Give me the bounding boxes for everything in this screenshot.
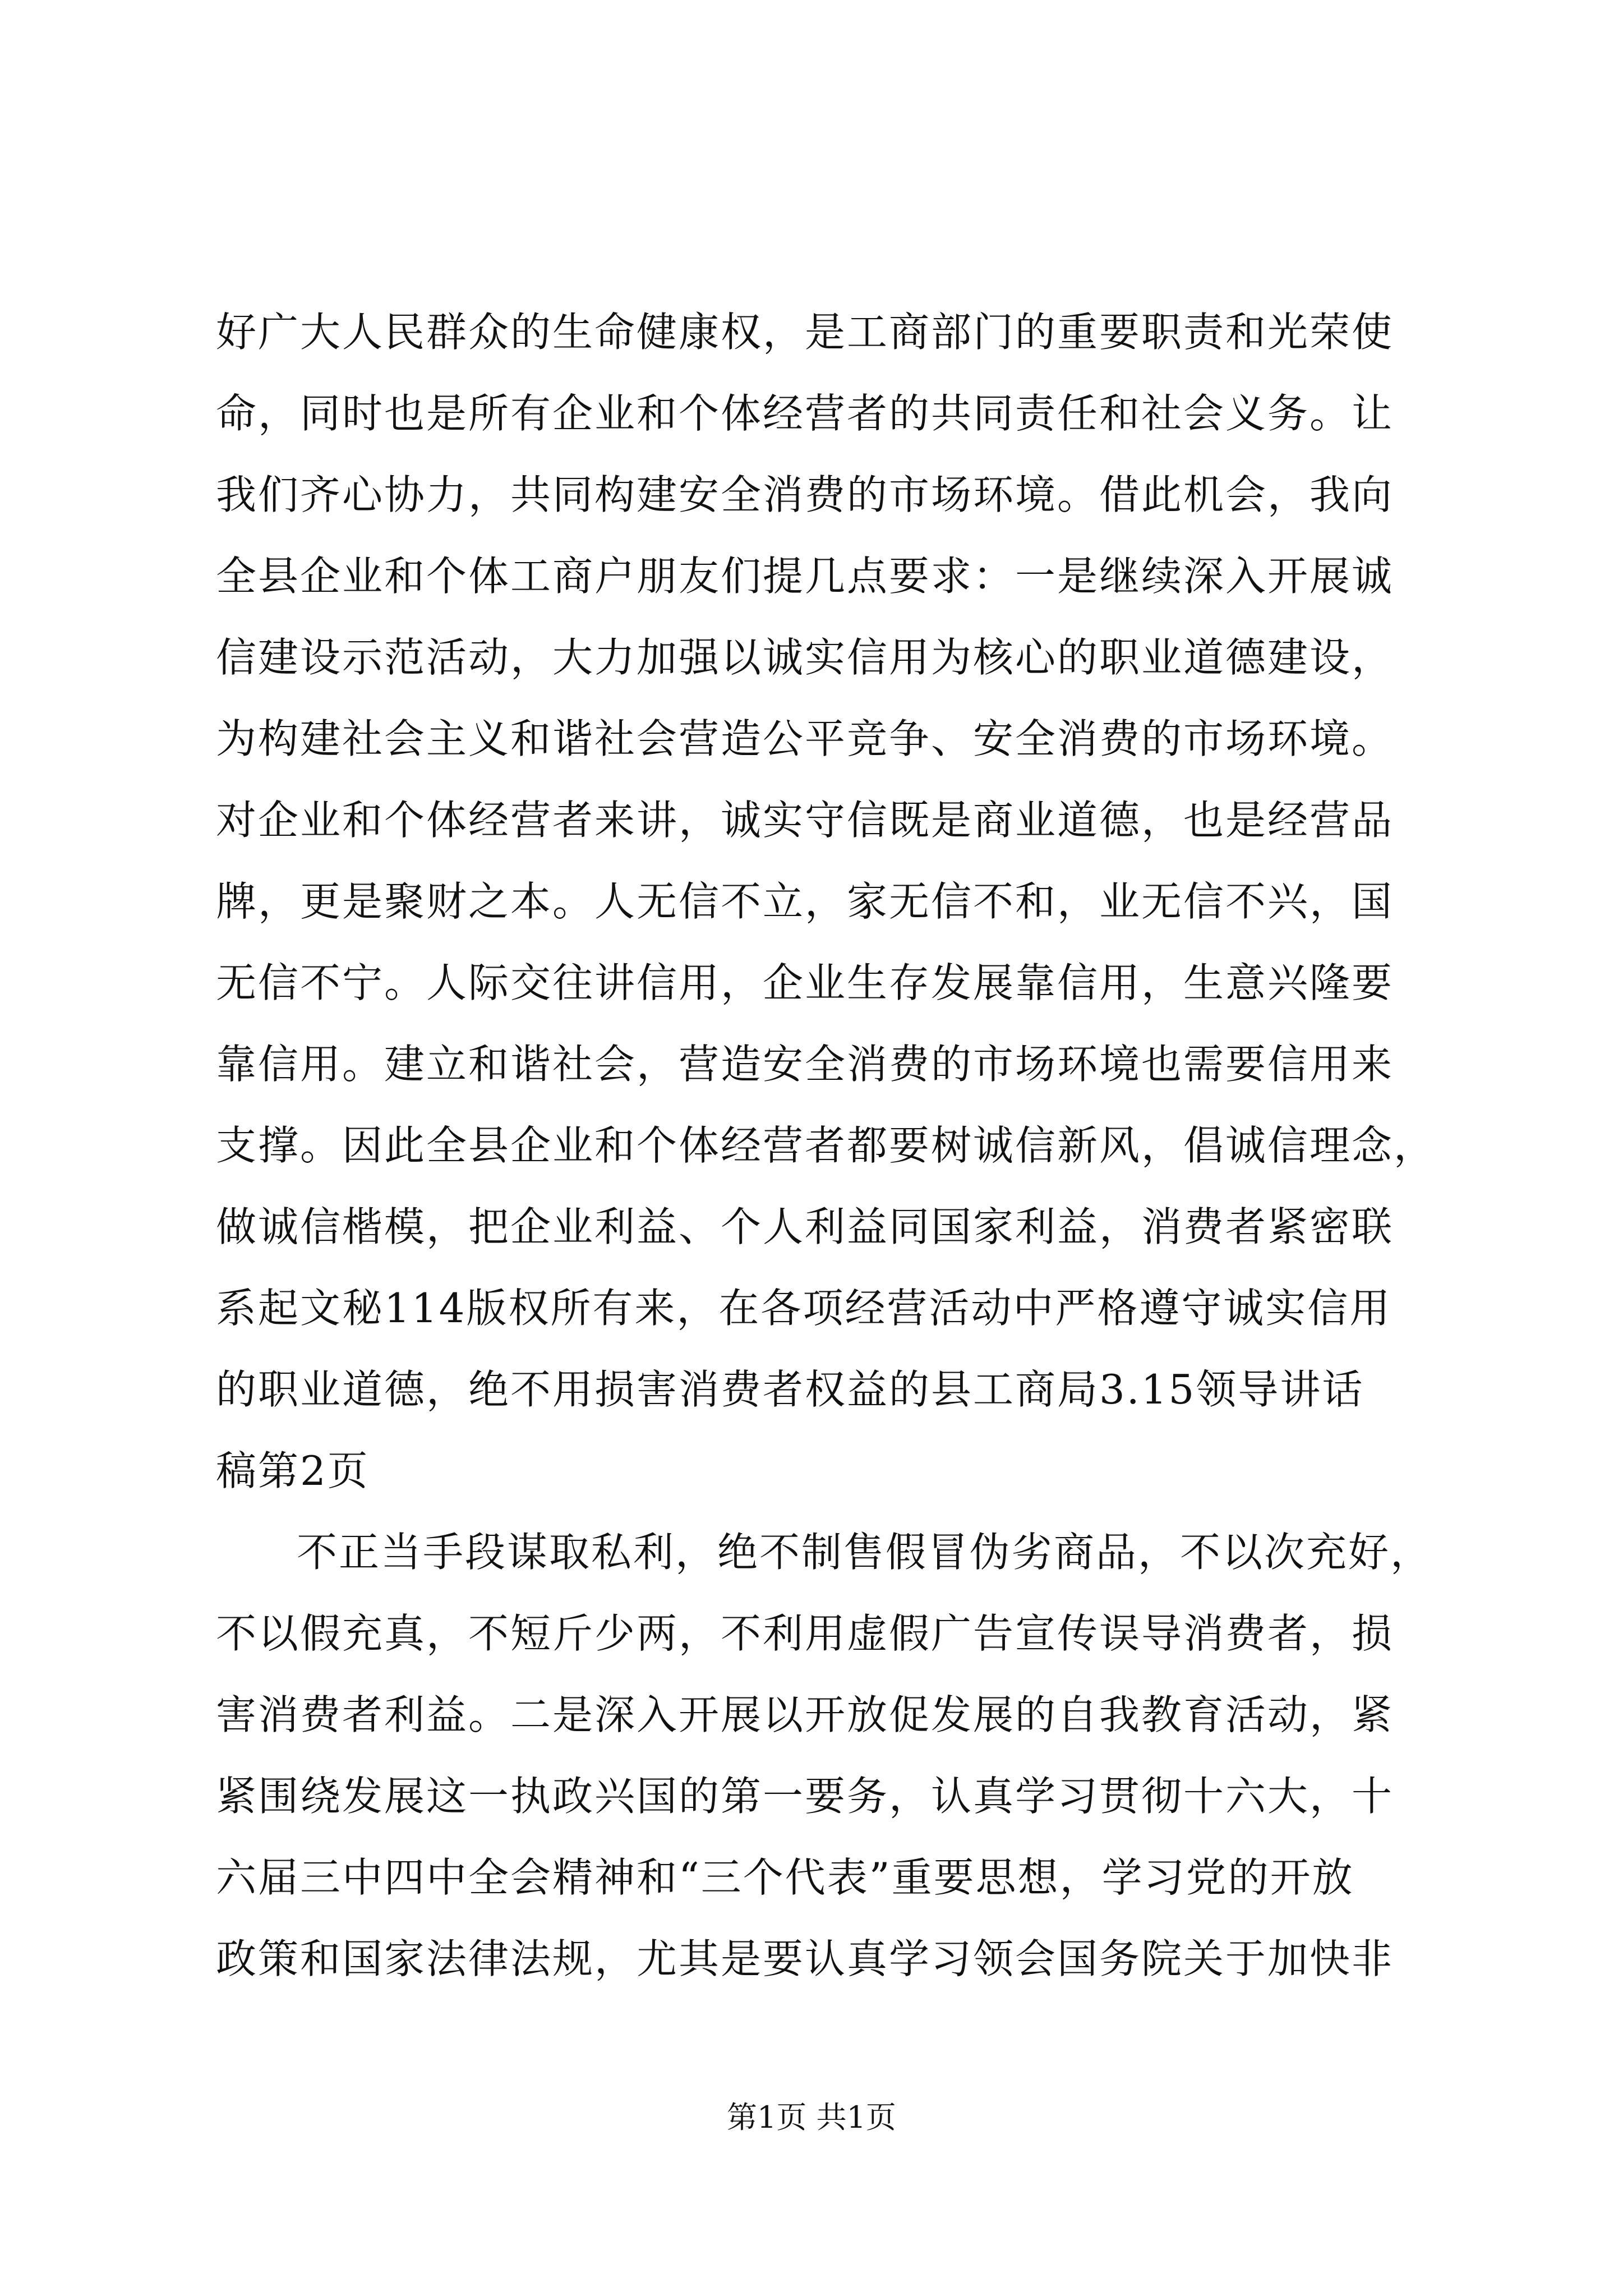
text-line: 系起文秘114版权所有来，在各项经营活动中严格遵守诚实信用 [216, 1285, 1392, 1332]
page-footer: 第1页 共1页 [727, 2100, 896, 2135]
text-line: 无信不宁。人际交往讲信用，企业生存发展靠信用，生意兴隆要 [216, 959, 1394, 1006]
text-line: 不正当手段谋取私利，绝不制售假冒伪劣商品，不以次充好， [297, 1529, 1433, 1576]
text-line: 做诚信楷模，把企业利益、个人利益同国家利益，消费者紧密联 [216, 1203, 1394, 1250]
text-line: 命，同时也是所有企业和个体经营者的共同责任和社会义务。让 [216, 390, 1394, 437]
text-line: 不以假充真，不短斤少两，不利用虚假广告宣传误导消费者，损 [216, 1610, 1394, 1657]
text-line: 稿第2页 [216, 1447, 370, 1494]
text-line: 支撑。因此全县企业和个体经营者都要树诚信新风，倡诚信理念， [216, 1122, 1436, 1169]
text-line: 为构建社会主义和谐社会营造公平竞争、安全消费的市场环境。 [216, 715, 1394, 762]
document-body [216, 292, 1436, 2000]
text-line: 全县企业和个体工商户朋友们提几点要求：一是继续深入开展诚 [216, 553, 1394, 600]
text-line: 好广大人民群众的生命健康权，是工商部门的重要职责和光荣使 [216, 309, 1394, 356]
text-line: 信建设示范活动，大力加强以诚实信用为核心的职业道德建设， [216, 634, 1394, 681]
text-line: 害消费者利益。二是深入开展以开放促发展的自我教育活动，紧 [216, 1691, 1394, 1738]
text-line: 政策和国家法律法规，尤其是要认真学习领会国务院关于加快非 [216, 1935, 1394, 1982]
text-line: 我们齐心协力，共同构建安全消费的市场环境。借此机会，我向 [216, 471, 1394, 518]
text-line: 六届三中四中全会精神和“三个代表”重要思想，学习党的开放 [216, 1854, 1354, 1901]
text-line: 牌，更是聚财之本。人无信不立，家无信不和，业无信不兴，国 [216, 878, 1394, 925]
text-line: 的职业道德，绝不用损害消费者权益的县工商局3.15领导讲话 [216, 1366, 1364, 1413]
text-line: 靠信用。建立和谐社会，营造安全消费的市场环境也需要信用来 [216, 1041, 1394, 1088]
text-line: 紧围绕发展这一执政兴国的第一要务，认真学习贯彻十六大，十 [216, 1773, 1394, 1820]
text-line: 对企业和个体经营者来讲，诚实守信既是商业道德，也是经营品 [216, 797, 1394, 844]
